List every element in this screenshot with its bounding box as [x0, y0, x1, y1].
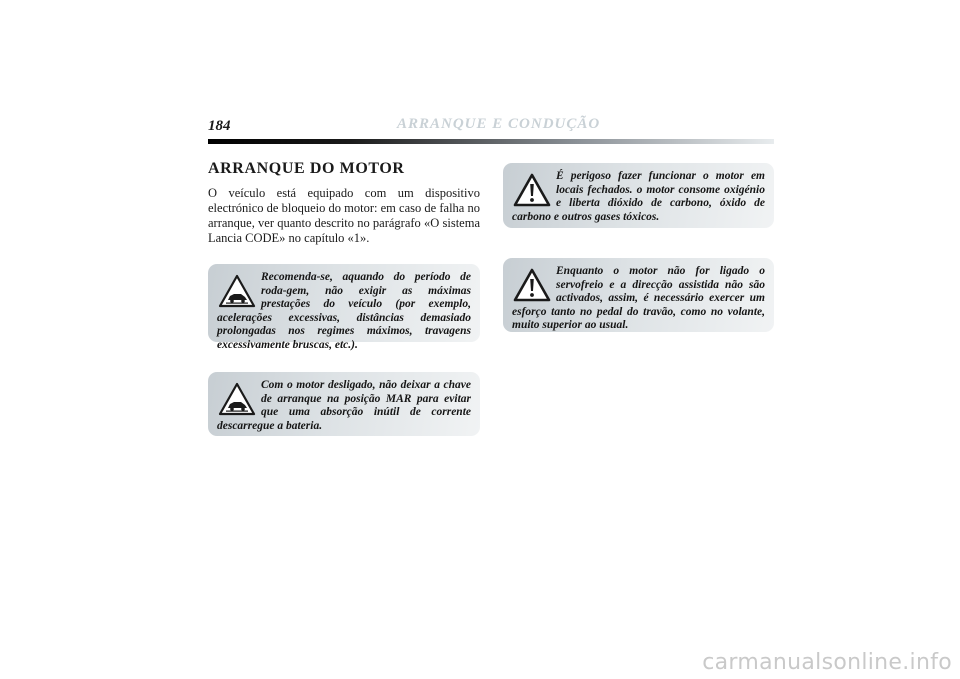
- car-warning-icon: [217, 273, 257, 309]
- section-body: O veículo está equipado com um dispositivo electrónico de bloqueio do motor: em caso de falha no arranque, ver quanto descrito no parágrafo «O sistema Lancia CODE» no capítulo «1».: [208, 186, 480, 245]
- running-title: ARRANQUE E CONDUÇÃO: [397, 116, 601, 132]
- danger-note-text: Enquanto o motor não for ligado o servofreio e a direcção assistida não são activados, assim, é necessário exercer um esforço tanto no pedal do travão, como no volante, muito superior ao usual.: [512, 265, 765, 331]
- car-care-note-running-in: [208, 264, 480, 351]
- danger-note-servo-brake: [503, 258, 774, 332]
- car-care-note-text: Com o motor desligado, não deixar a chave de arranque na posição MAR para evitar que uma absorção inútil de corrente descarregue a bateria.: [217, 379, 471, 432]
- car-warning-icon: [217, 381, 257, 417]
- watermark: carmanualsonline.info: [702, 650, 952, 675]
- car-care-note-text: Recomenda-se, aquando do período de roda-gem, não exigir as máximas prestações do veículo (por exemplo, acelerações excessivas, distâncias demasiado prolongadas nos regimes máximos, travagens excessivamente bruscas, etc.).: [217, 271, 471, 351]
- danger-note-closed-spaces: [503, 163, 774, 228]
- header-rule: [208, 139, 774, 144]
- car-care-note-battery: [208, 372, 480, 436]
- warning-triangle-icon: [512, 267, 552, 303]
- section-title: ARRANQUE DO MOTOR: [208, 160, 405, 177]
- page-number: 184: [208, 118, 231, 134]
- warning-triangle-icon: [512, 172, 552, 208]
- danger-note-text: É perigoso fazer funcionar o motor em locais fechados. o motor consome oxigénio e liberta dióxido de carbono, óxido de carbono e outros gases tóxicos.: [512, 170, 765, 223]
